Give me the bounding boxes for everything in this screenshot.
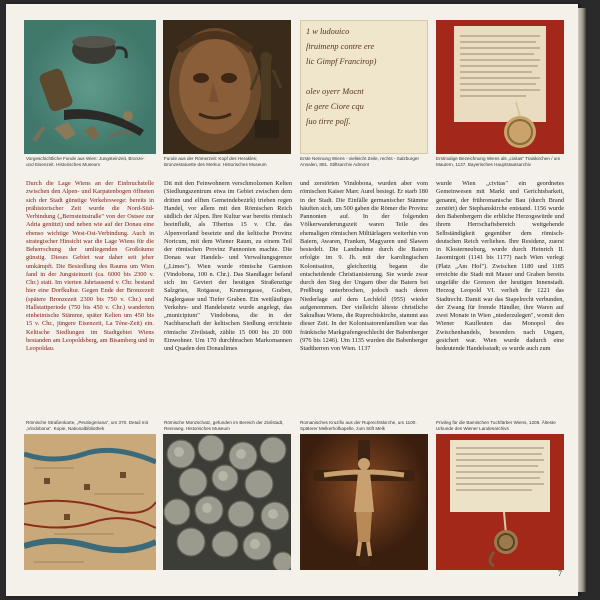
salzburg-annals-manuscript-photo — [300, 20, 428, 154]
text-column-3 — [300, 180, 428, 353]
manuscript-line: lic Gimpf Francirop) — [306, 57, 377, 66]
body-paragraph: und zerstörten Vindobona, wurden aber vom römischen Kaiser Marc Aurel besiegt. Er starb 180 in der Stadt. Die Einfälle germanischer Stämme häuften sich, um 500 gaben die Römer die Provinz Pannonien auf. In der folgenden Völkerwanderungszeit waren Teile des ehemaligen römischen Militärlagers weiterhin von Baiern, Awaren, Franken, Magyaren und Slawen besiedelt. Die Landnahme durch die Baiern erfolgte im 9. Jh. mit der karolingischen Kolonisation, gleichzeitig begann die entscheidende Christianisierung. Sie wurde zwar durch den Sieg der Ungarn über die Baiern bei Preßburg unterbrochen, jedoch nach deren Niederlage auf dem Lechfeld (955) wieder aufgenommen. Der vielleicht älteste christliche Sakralbau Wiens, die Ruprechtskirche, stammt aus dieser Zeit. In der Kolonisatorenfamilien war das fränkische Markgrafengeschlecht der Babenberger (976 bis 1246). Um 1135 wurden die Babenberger Stadtherren von Wien. 1137 — [300, 180, 428, 352]
privilege-charter-photo — [436, 434, 564, 570]
text-column-1 — [26, 180, 154, 353]
manuscript-line: ſe gere Ciore cqu — [306, 102, 364, 111]
herakles-head-photo — [163, 20, 291, 154]
romanesque-crucifix-photo — [300, 434, 428, 570]
caption-civitas-document: Erstmalige Bezeichnung Wiens als „civitas" Traiskirchen / um Mautern, 1137. Bayerisches Hauptstaatsarchiv — [436, 156, 561, 167]
manuscript-line: olev oyerr Mocnt — [306, 87, 364, 96]
text-column-4 — [436, 180, 564, 353]
book-page — [6, 4, 578, 596]
page-number: 7 — [558, 569, 562, 578]
caption-prehistoric-finds: Vorgeschichtliche Funde aus Wien: Jungsteinzeit, Bronze- und Eisenzeit. Historisches Museum — [26, 156, 145, 167]
caption-road-map: Römische Straßenkarte, „Peutingeriana", um 370. Detail mit „Vindobona". Kopie, Nationalbibliothek — [26, 420, 148, 431]
manuscript-line: 1 w ludouico — [306, 27, 350, 36]
body-paragraph: Dit mit den Feinwohnern verschmolzenen Kelten (Siedlungszentrum etwa im Gebiet zwischen dem dritten und elften Gemeindebezirk) trieben regen Handel, vor allem mit den Römischen Reich südlich der Alpen. Ihre Kultur war bereits römisch beeinflußt, als Tiberius 15 v. Chr. das Alpenvorland besetzte und die keltische Provinz Noricum, mit dem Wiener Raum, zu einem Teil der römischen Provinz Pannonien machte. Die Donau war Handels- und Verwaltungsgrenze („Limes"). Wien wurde römische Garnison (Vindobona, 100 n. Chr.). Das Standlager befand sich im Geviert der heutigen Straßenzüge Salzgries, Rotgasse, Kramergasse, Graben, Naglergasse und Tiefer Graben. Ein weitläufiges Verkehrs- und Handelsnetz wurde angelegt, das „municipium" Vindobona, die in der Nachbarschaft der keltischen Siedlung errichtete römische Zivilstadt, zählte 15 000 bis 20 000 Einwohner. Um 170 durchbrachen Markomannen und Quaden den Donaulimes — [164, 180, 292, 352]
text-column-2 — [164, 180, 292, 353]
caption-roman-finds: Funde aus der Römerzeit: Kopf des Herakles; Bronzestatuette des Merkur. Historisches Museum — [164, 156, 267, 167]
caption-crucifix: Romanisches Kruzifix aus der Ruprechtskirche, um 1100. Späterer Melkerhofkapelle, zum Stift Melk — [300, 420, 417, 431]
body-paragraph: wurde Wien „civitas" ein geordnetes Gemeinwesen mit Markt und Gerichtsbarkeit, genannt, der frühromanische Bau (durch Brand zerstört) der Stephanskirche entstand. 1156 wurde den Babenbergern die erbliche Herzogswürde und ihrem Herrschaftsbereich weitgehende Selbständigkeit gegenüber dem römisch-deutschen Reich verliehen. Ihre Residenz, zuerst in Klosterneuburg, wurde durch Heinrich II. Jasomirgott (1141 bis 1177) nach Wien verlegt (Platz „Am Hof"). Zwischen 1180 und 1185 erreichte die Stadt mit Mauer und Graben bereits ungefähr die Grenzen der heutigen Innenstadt. Herzog Leopold VI. verlieh ihr 1221 das Stadtrecht. Damit war das Stapelrecht verbunden, der Zwang für fremde Händler, ihre Waren auf zwei Monate in Wien „niederzulegen", womit den Wiener Kaufleuten das Monopol des Zwischenhandels, besonders nach Ungarn, gesichert war. Wien wurde dadurch eine bedeutende Handelsstadt; es wurde auch zum — [436, 180, 564, 352]
page-edge — [578, 8, 586, 592]
roman-coins-photo — [163, 434, 291, 570]
manuscript-line — [306, 69, 424, 84]
body-paragraph: Durch die Lage Wiens an der Einbruchstelle zwischen den Alpen- und Karpatenbogen öffneten sich der Stadt günstige Verkehrswege: bereits in prähistorischer Zeit wurde die Nord-Süd-Verbindung („Bernsteinstraße" von der Ostsee zur Adria genützt) und neben wie auf der Donau eine ebenso wichtige West-Ost-Verbindung. Auch in strategischer Hinsicht war die Lage Wiens für die Beherrschung der umliegenden Großräume günstig. Dieses Gebiet war daher seit jeher umkämpft. Die Besiedlung des Raums um Wien fand in der Jungsteinzeit (ca. 6000 bis 2300 v. Chr.) statt. Im vierten Jahrtausend v. Chr. bestand hier eine Dorfkultur. Gegen Ende der Bronzezeit (spätere Bronzezeit 2300 bis 750 v. Chr.) und Hallstattperiode (750 bis 450 v. Chr.) wanderten einheimische Stämme, später Kelten um 450 bis 15 v. Chr., jüngere Eisenzeit, La Tène-Zeit) ein. Keltische Siedlungen im Stadtgebiet Wiens bestanden am Leopoldsberg, am Bisamberg und in Leopoldau. — [26, 180, 154, 352]
caption-coin-hoard: Römische Münzschatz, gefunden im Bereich der Zivilstadt, Rennweg. Historisches Museum — [164, 420, 284, 431]
civitas-document-photo — [436, 20, 564, 154]
manuscript-line: ſtruimenp contre ere — [306, 42, 375, 51]
prehistoric-finds-photo — [24, 20, 156, 154]
caption-salzburg-annals: Erste Nennung Wiens - vielleicht Zeile, rechts - Salzburger Annalen, 881. Stiftsarchiv Admont — [300, 156, 419, 167]
peutinger-map-photo — [24, 434, 156, 570]
manuscript-line: ſuo tirre poſſ. — [306, 117, 351, 126]
caption-privilege: Privileg für die Bamischen Tuchfärber Wiens, 1208. Älteste Urkunde des Wiener Landesarchivs — [436, 420, 556, 431]
